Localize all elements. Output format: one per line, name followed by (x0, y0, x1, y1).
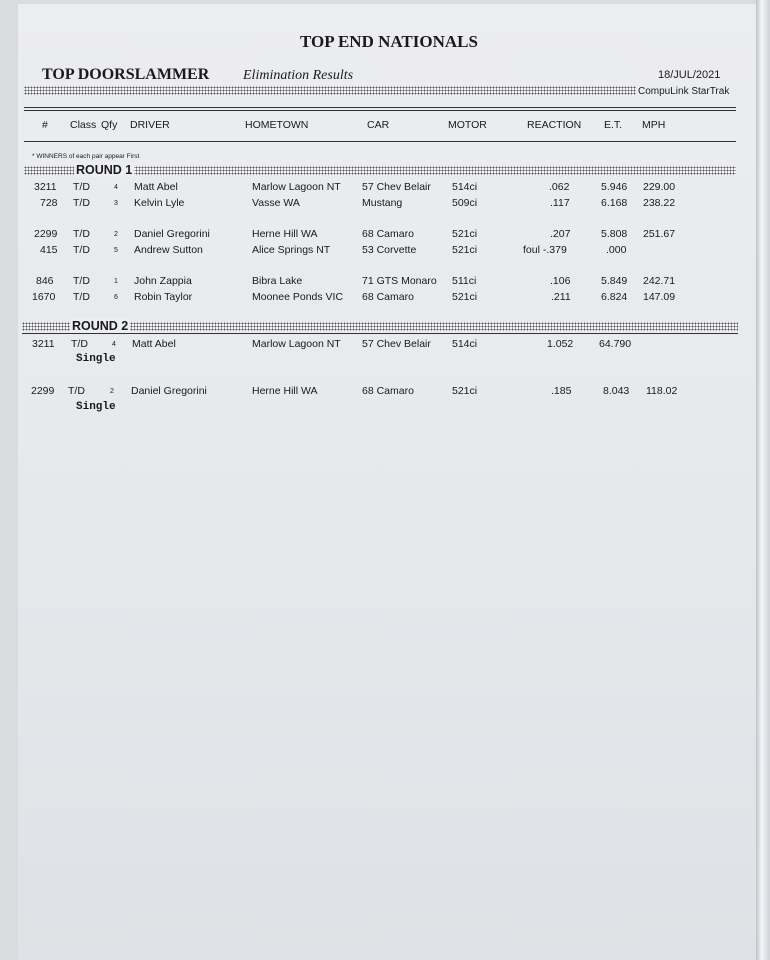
elapsed-time: 5.808 (601, 228, 628, 240)
hometown-cell: Moonee Ponds VIC (252, 291, 344, 303)
round-2-rule (22, 333, 738, 334)
hometown-cell: Alice Springs NT (252, 244, 331, 256)
paper-edge (756, 0, 770, 960)
speed-mph: 238.22 (643, 197, 676, 209)
single-run-note: Single (76, 353, 116, 365)
car-number: 846 (36, 275, 54, 287)
elapsed-time: 6.824 (601, 291, 628, 303)
class-cell: T/D (68, 385, 85, 397)
event-title: TOP END NATIONALS (300, 32, 478, 51)
reaction-time: .185 (551, 385, 572, 397)
qualifying-position: 6 (114, 294, 118, 301)
speed-mph: 251.67 (643, 228, 676, 240)
hometown-cell: Herne Hill WA (252, 385, 318, 397)
col-motor: MOTOR (448, 119, 487, 131)
motor-cell: 514ci (452, 338, 478, 350)
qualifying-position: 4 (112, 341, 116, 348)
header-rule-bottom (24, 141, 736, 142)
elapsed-time: 64.790 (599, 338, 632, 350)
qualifying-position: 4 (114, 184, 118, 191)
car-number: 728 (40, 197, 58, 209)
driver-name: Andrew Sutton (134, 244, 203, 256)
car-number: 1670 (32, 291, 56, 303)
class-cell: T/D (71, 338, 88, 350)
car-number: 2299 (34, 228, 58, 240)
car-cell: 71 GTS Monaro (362, 275, 437, 287)
header-rule-top-2 (24, 110, 736, 111)
car-cell: 68 Camaro (362, 291, 414, 303)
driver-name: Matt Abel (134, 181, 178, 193)
driver-name: Robin Taylor (134, 291, 193, 303)
car-cell: 68 Camaro (362, 228, 414, 240)
col-reaction: REACTION (527, 119, 582, 131)
qualifying-position: 1 (114, 278, 118, 285)
qualifying-position: 2 (114, 231, 118, 238)
round-2-label: ROUND 2 (72, 319, 129, 333)
driver-name: John Zappia (134, 275, 192, 287)
hometown-cell: Marlow Lagoon NT (252, 181, 341, 193)
single-run-note: Single (76, 401, 116, 413)
col-class: Class (70, 119, 97, 131)
car-cell: 57 Chev Belair (362, 181, 431, 193)
reaction-time: foul -.379 (523, 244, 567, 256)
elapsed-time: .000 (606, 244, 627, 256)
elapsed-time: 5.946 (601, 181, 628, 193)
car-cell: Mustang (362, 197, 403, 209)
elapsed-time: 6.168 (601, 197, 628, 209)
speed-mph: 229.00 (643, 181, 676, 193)
hometown-cell: Marlow Lagoon NT (252, 338, 341, 350)
driver-name: Matt Abel (132, 338, 176, 350)
car-number: 3211 (32, 338, 55, 350)
car-number: 2299 (31, 385, 55, 397)
class-cell: T/D (73, 181, 90, 193)
qualifying-position: 3 (114, 200, 118, 207)
class-cell: T/D (73, 197, 90, 209)
reaction-time: .211 (551, 291, 571, 303)
results-type: Elimination Results (243, 68, 354, 83)
speed-mph: 242.71 (643, 275, 676, 287)
motor-cell: 514ci (452, 181, 478, 193)
col-num: # (42, 119, 48, 131)
elapsed-time: 5.849 (601, 275, 628, 287)
motor-cell: 521ci (452, 228, 478, 240)
class-cell: T/D (73, 244, 90, 256)
event-date: 18/JUL/2021 (658, 69, 721, 81)
motor-cell: 521ci (452, 291, 478, 303)
speed-mph: 118.02 (646, 385, 678, 397)
speed-mph: 147.09 (643, 291, 676, 303)
driver-name: Daniel Gregorini (131, 385, 207, 397)
col-qfy: Qfy (101, 119, 118, 131)
hometown-cell: Herne Hill WA (252, 228, 318, 240)
reaction-time: .062 (549, 181, 570, 193)
col-mph: MPH (642, 119, 666, 131)
reaction-time: 1.052 (547, 338, 574, 350)
motor-cell: 521ci (452, 244, 478, 256)
driver-name: Kelvin Lyle (134, 197, 185, 209)
class-cell: T/D (73, 275, 90, 287)
motor-cell: 511ci (452, 275, 477, 287)
col-car: CAR (367, 119, 390, 131)
reaction-time: .117 (550, 197, 570, 209)
car-number: 3211 (34, 181, 57, 193)
elapsed-time: 8.043 (603, 385, 630, 397)
results-sheet (18, 4, 756, 960)
round-1-label: ROUND 1 (76, 163, 133, 177)
dotted-rule (24, 86, 636, 95)
winners-note: * WINNERS of each pair appear First (32, 153, 140, 160)
motor-cell: 521ci (452, 385, 478, 397)
qualifying-position: 2 (110, 388, 114, 395)
hometown-cell: Vasse WA (252, 197, 300, 209)
class-cell: T/D (73, 228, 90, 240)
reaction-time: .106 (550, 275, 571, 287)
driver-name: Daniel Gregorini (134, 228, 210, 240)
class-title: TOP DOORSLAMMER (42, 66, 210, 83)
qualifying-position: 5 (114, 247, 118, 254)
hometown-cell: Bibra Lake (252, 275, 303, 287)
car-cell: 57 Chev Belair (362, 338, 431, 350)
header-rule-top (24, 107, 736, 108)
class-cell: T/D (73, 291, 90, 303)
col-hometown: HOMETOWN (245, 119, 309, 131)
car-cell: 53 Corvette (362, 244, 417, 256)
car-cell: 68 Camaro (362, 385, 414, 397)
vendor-label: CompuLink StarTrak (638, 86, 730, 97)
reaction-time: .207 (550, 228, 571, 240)
car-number: 415 (40, 244, 58, 256)
motor-cell: 509ci (452, 197, 478, 209)
col-et: E.T. (604, 119, 623, 131)
col-driver: DRIVER (130, 119, 170, 131)
